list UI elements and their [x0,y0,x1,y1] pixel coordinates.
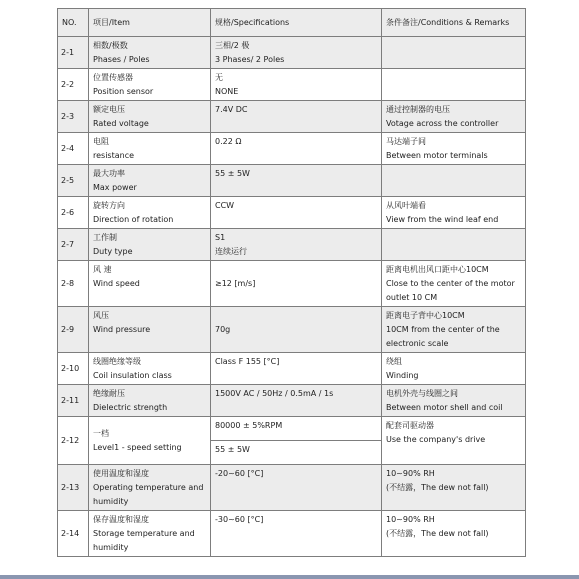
table-row [58,69,526,101]
specification-table-page [57,8,525,556]
row-number: 2-4 [58,133,89,165]
remarks-cell [382,465,526,511]
header-item: 项目/Item [89,9,211,37]
remarks-cell [382,511,526,557]
spec-cell [211,465,382,511]
item-cn: 风压 [93,311,109,320]
item-cn: 风 速 [93,265,112,274]
table-row [58,385,526,417]
item-en: humidity [93,497,129,506]
item-cell [89,69,211,101]
item-cell [89,511,211,557]
remarks-line: 距离电机出风口距中心10CM [386,265,489,274]
spec-cell [211,229,382,261]
spec-line: Class F 155 [°C] [215,357,280,366]
row-number: 2-6 [58,197,89,229]
spec-line: 0.22 Ω [215,137,242,146]
item-en: Max power [93,183,137,192]
item-cell [89,385,211,417]
item-cn: 最大功率 [93,169,125,178]
spec-cell-power [211,441,382,465]
item-en: Operating temperature and [93,483,204,492]
spec-cell [211,133,382,165]
item-cell [89,465,211,511]
item-cell [89,353,211,385]
item-cell [89,133,211,165]
row-number: 2-9 [58,307,89,353]
remarks-line: 10CM from the center of the [386,325,500,334]
spec-line: 7.4V DC [215,105,248,114]
spec-line: NONE [215,87,239,96]
spec-cell-speed [211,417,382,441]
row-number: 2-2 [58,69,89,101]
item-cell [89,37,211,69]
item-en: Rated voltage [93,119,149,128]
spec-line: 三相/2 极 [215,41,250,50]
item-cell [89,197,211,229]
remarks-cell [382,133,526,165]
remarks-line: Use the company's drive [386,435,486,444]
bottom-edge-bar [0,575,579,579]
spec-cell [211,197,382,229]
remarks-line: 距离电子背中心10CM [386,311,465,320]
remarks-line: Between motor shell and coil [386,403,503,412]
row-number: 2-11 [58,385,89,417]
item-en: Coil insulation class [93,371,172,380]
remarks-cell [382,69,526,101]
spec-cell [211,353,382,385]
spec-line: 70g [215,325,231,334]
spec-cell [211,385,382,417]
header-remarks: 条件备注/Conditions & Remarks [382,9,526,37]
spec-line: 连续运行 [215,247,247,256]
remarks-line: View from the wind leaf end [386,215,499,224]
item-cell [89,101,211,133]
remarks-cell [382,353,526,385]
spec-cell [211,307,382,353]
table-row [58,37,526,69]
item-cn: 一档 [93,429,109,438]
spec-line: CCW [215,201,235,210]
item-cell [89,307,211,353]
spec-line: 80000 ± 5%RPM [215,421,283,430]
table-row [58,229,526,261]
header-no: NO. [58,9,89,37]
spec-line: 1500V AC / 50Hz / 0.5mA / 1s [215,389,334,398]
spec-line: 无 [215,73,223,82]
item-cn: 保存温度和湿度 [93,515,149,524]
row-number: 2-12 [58,417,89,465]
table-row [58,353,526,385]
item-cell [89,417,211,465]
row-number: 2-14 [58,511,89,557]
item-cn: 位置传感器 [93,73,133,82]
spec-cell [211,37,382,69]
item-en: Wind speed [93,279,140,288]
item-en: resistance [93,151,135,160]
remarks-line: (不结露，The dew not fall) [386,483,489,492]
item-cn: 相数/极数 [93,41,128,50]
table-row [58,101,526,133]
spec-cell [211,511,382,557]
item-cn: 线圈绝缘等级 [93,357,141,366]
remarks-cell [382,197,526,229]
remarks-cell [382,165,526,197]
item-cell [89,261,211,307]
remarks-cell [382,261,526,307]
table-row [58,417,526,441]
item-cn: 工作制 [93,233,117,242]
remarks-line: 10~90% RH [386,515,435,524]
remarks-line: Close to the center of the motor [386,279,515,288]
row-number: 2-10 [58,353,89,385]
item-en: Direction of rotation [93,215,174,224]
remarks-line: 通过控制器的电压 [386,105,450,114]
spec-line: ≥12 [m/s] [215,279,256,288]
item-cn: 电阻 [93,137,109,146]
item-en: Level1 - speed setting [93,443,182,452]
remarks-line: electronic scale [386,339,449,348]
item-cn: 旋转方向 [93,201,125,210]
item-en: Wind pressure [93,325,151,334]
remarks-line: 从风叶端看 [386,201,426,210]
spec-line: S1 [215,233,226,242]
row-number: 2-8 [58,261,89,307]
table-row [58,261,526,307]
header-spec: 规格/Specifications [211,9,382,37]
remarks-cell [382,417,526,465]
item-en: humidity [93,543,129,552]
item-en: Dielectric strength [93,403,168,412]
spec-cell [211,69,382,101]
spec-line: 55 ± 5W [215,445,250,454]
row-number: 2-3 [58,101,89,133]
remarks-line: 电机外壳与线圈之间 [386,389,458,398]
remarks-line: 10~90% RH [386,469,435,478]
remarks-line: Votage across the controller [386,119,499,128]
row-number: 2-5 [58,165,89,197]
table-row [58,465,526,511]
remarks-cell [382,307,526,353]
item-en: Phases / Poles [93,55,150,64]
remarks-cell [382,385,526,417]
table-row [58,511,526,557]
remarks-cell [382,229,526,261]
item-cn: 使用温度和湿度 [93,469,149,478]
item-en: Storage temperature and [93,529,195,538]
remarks-line: 绕组 [386,357,402,366]
item-en: Duty type [93,247,133,256]
row-number: 2-7 [58,229,89,261]
remarks-line: (不结露，The dew not fall) [386,529,489,538]
table-header-row [58,9,526,37]
remarks-line: Winding [386,371,419,380]
item-cn: 绝缘耐压 [93,389,125,398]
table-row [58,197,526,229]
table-row [58,307,526,353]
item-en: Position sensor [93,87,154,96]
spec-line: 55 ± 5W [215,169,250,178]
item-cell [89,229,211,261]
remarks-line: outlet 10 CM [386,293,438,302]
item-cn: 额定电压 [93,105,125,114]
row-number: 2-13 [58,465,89,511]
spec-cell [211,165,382,197]
specification-table [57,8,526,557]
table-row [58,165,526,197]
spec-line: 3 Phases/ 2 Poles [215,55,285,64]
spec-line: -20~60 [°C] [215,469,264,478]
spec-line: -30~60 [°C] [215,515,264,524]
spec-cell [211,101,382,133]
remarks-cell [382,101,526,133]
remarks-cell [382,37,526,69]
remarks-line: 马达端子间 [386,137,426,146]
remarks-line: Between motor terminals [386,151,488,160]
remarks-line: 配套司驱动器 [386,421,434,430]
table-row [58,133,526,165]
row-number: 2-1 [58,37,89,69]
spec-cell [211,261,382,307]
item-cell [89,165,211,197]
